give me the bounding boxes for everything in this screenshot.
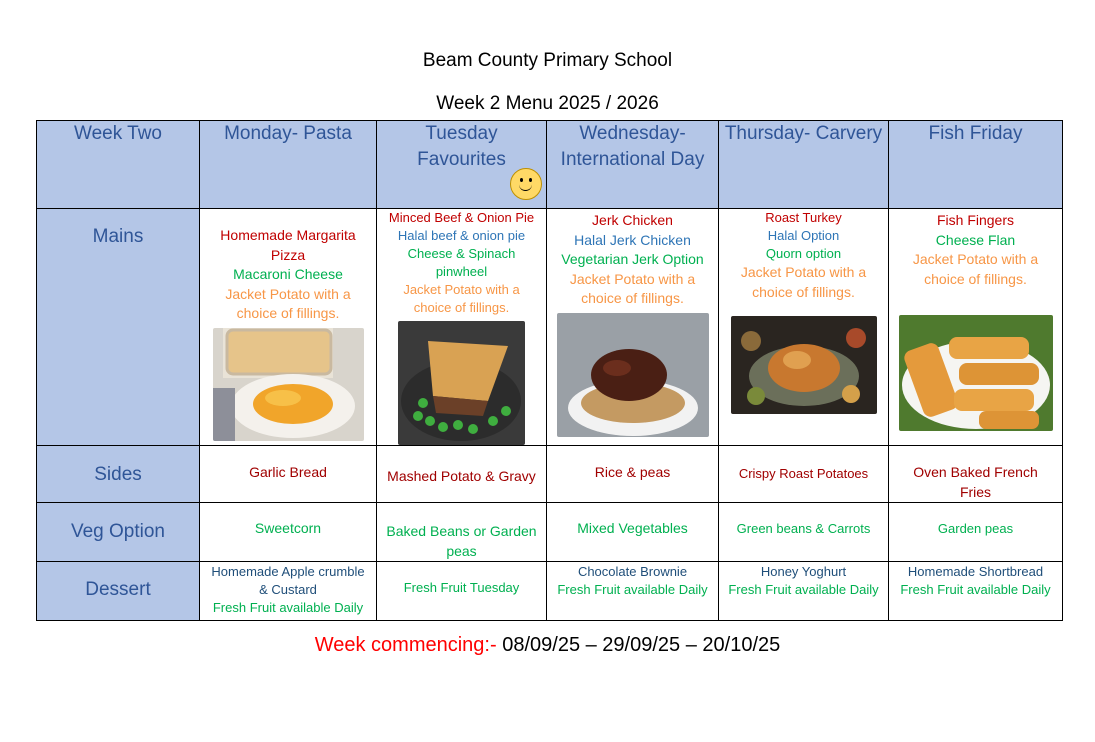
veg-monday-text: Sweetcorn: [254, 520, 322, 536]
monday-header-text: Monday- Pasta: [224, 123, 352, 144]
mains-wednesday: [547, 209, 719, 446]
dessert-wednesday-line2: Fresh Fruit available Daily: [557, 582, 708, 597]
wednesday-header-line1: Wednesday-: [579, 123, 686, 144]
corner-header: [37, 121, 200, 209]
mains-monday-5: choice of fillings.: [236, 305, 340, 321]
wednesday-header: [547, 121, 719, 209]
thursday-header: [719, 121, 889, 209]
mains-tuesday-5: Jacket Potato with a: [403, 282, 520, 297]
smiley-mouth: [519, 182, 532, 191]
dessert-tuesday-text: Fresh Fruit Tuesday: [403, 580, 520, 595]
dessert-wednesday: [547, 562, 719, 621]
sides-friday-line1: Oven Baked French: [913, 464, 1038, 480]
mains-wednesday-4: Jacket Potato with a: [569, 270, 696, 287]
week-commencing-dates: 08/09/25 – 29/09/25 – 20/10/25: [496, 634, 781, 656]
veg-wednesday: [547, 503, 719, 562]
veg-thursday: [719, 503, 889, 562]
smiley-face-icon: [510, 168, 542, 200]
dessert-thursday-line2: Fresh Fruit available Daily: [728, 582, 879, 597]
mains-monday-4: Jacket Potato with a: [225, 285, 351, 302]
mains-friday-4: choice of fillings.: [924, 270, 1027, 287]
menu-title: Week 2 Menu 2025 / 2026: [436, 93, 659, 114]
dessert-monday: [200, 562, 377, 621]
mains-thursday-2: Halal Option: [767, 228, 840, 243]
roast-turkey-photo: [731, 316, 877, 414]
mains-thursday: [719, 209, 889, 446]
mains-monday-3: Macaroni Cheese: [233, 266, 343, 282]
mains-tuesday: [377, 209, 547, 446]
wednesday-header-line2: International Day: [560, 149, 705, 170]
mains-thursday-4: Jacket Potato with a: [740, 264, 867, 280]
mains-friday-1: Fish Fingers: [936, 212, 1015, 228]
mains-monday-2: Pizza: [270, 246, 306, 263]
mains-tuesday-4: pinwheel: [435, 264, 488, 279]
tuesday-header-line1: Tuesday: [425, 123, 498, 144]
sides-thursday-text: Crispy Roast Potatoes: [738, 466, 869, 481]
dessert-monday-line1: Homemade Apple crumble: [211, 564, 365, 579]
veg-tuesday-line1: Baked Beans or Garden: [386, 523, 537, 539]
mains-tuesday-2: Halal beef & onion pie: [397, 228, 526, 243]
veg-wednesday-text: Mixed Vegetables: [577, 520, 688, 536]
dessert-monday-line2: & Custard: [259, 582, 317, 597]
sides-row: [37, 446, 1063, 503]
veg-tuesday: [377, 503, 547, 562]
dessert-friday-line1: Homemade Shortbread: [907, 564, 1044, 579]
friday-header-text: Fish Friday: [928, 123, 1023, 144]
week-commencing-label: Week commencing:-: [314, 634, 497, 656]
menu-table: [36, 120, 1063, 621]
fish-fingers-photo: [899, 315, 1053, 431]
mains-tuesday-1: Minced Beef & Onion Pie: [388, 210, 535, 225]
mains-label: [37, 209, 200, 446]
mains-monday-1: Homemade Margarita: [220, 227, 356, 243]
dessert-wednesday-line1: Chocolate Brownie: [577, 564, 688, 579]
sides-friday-line2: Fries: [959, 483, 992, 500]
tuesday-header-line2: Favourites: [417, 149, 506, 170]
mains-monday: [200, 209, 377, 446]
mains-wednesday-5: choice of fillings.: [581, 290, 684, 306]
sides-thursday: [719, 446, 889, 503]
sides-friday: [889, 446, 1063, 503]
mains-tuesday-6: choice of fillings.: [413, 300, 510, 315]
veg-label-text: Veg Option: [70, 521, 166, 542]
veg-row: [37, 503, 1063, 562]
mains-row: [37, 209, 1063, 446]
sides-monday-text: Garlic Bread: [249, 464, 327, 480]
veg-thursday-text: Green beans & Carrots: [736, 521, 871, 536]
mains-friday-2: Cheese Flan: [935, 231, 1016, 248]
sides-tuesday: [377, 446, 547, 503]
header-row: [37, 121, 1063, 209]
veg-friday-text: Garden peas: [937, 521, 1014, 536]
mains-friday-3: Jacket Potato with a: [912, 251, 1039, 267]
mains-label-text: Mains: [92, 226, 144, 247]
dessert-tuesday: [377, 562, 547, 621]
school-name: Beam County Primary School: [422, 50, 673, 71]
monday-header: [200, 121, 377, 209]
veg-monday: [200, 503, 377, 562]
mains-friday: [889, 209, 1063, 446]
dessert-friday-line2: Fresh Fruit available Daily: [900, 582, 1051, 597]
thursday-header-text: Thursday- Carvery: [724, 123, 883, 144]
veg-label: [37, 503, 200, 562]
jerk-chicken-with-rice-photo: [557, 313, 709, 437]
mains-wednesday-1: Jerk Chicken: [592, 212, 673, 228]
week-commencing-footer: [0, 634, 1095, 657]
sides-tuesday-text: Mashed Potato & Gravy: [387, 468, 536, 484]
mains-thursday-5: choice of fillings.: [752, 283, 855, 300]
dessert-label: [37, 562, 200, 621]
dessert-thursday-line1: Honey Yoghurt: [760, 564, 847, 579]
sides-label: [37, 446, 200, 503]
dessert-label-text: Dessert: [85, 579, 151, 600]
dessert-row: [37, 562, 1063, 621]
veg-friday: [889, 503, 1063, 562]
meat-pie-with-peas-photo: [398, 321, 525, 445]
sides-wednesday: [547, 446, 719, 503]
friday-header: [889, 121, 1063, 209]
mains-tuesday-3: Cheese & Spinach: [407, 246, 516, 261]
dessert-monday-line3: Fresh Fruit available Daily: [212, 600, 364, 615]
dessert-thursday: [719, 562, 889, 621]
macaroni-cheese-photo: [213, 328, 364, 441]
mains-thursday-1: Roast Turkey: [765, 210, 842, 225]
mains-wednesday-3: Vegetarian Jerk Option: [561, 251, 704, 267]
corner-header-text: Week Two: [73, 123, 162, 144]
sides-wednesday-text: Rice & peas: [594, 464, 671, 480]
dessert-friday: [889, 562, 1063, 621]
veg-tuesday-line2: peas: [446, 542, 477, 559]
mains-wednesday-2: Halal Jerk Chicken: [574, 231, 691, 248]
mains-thursday-3: Quorn option: [765, 246, 842, 261]
sides-label-text: Sides: [94, 464, 142, 485]
sides-monday: [200, 446, 377, 503]
